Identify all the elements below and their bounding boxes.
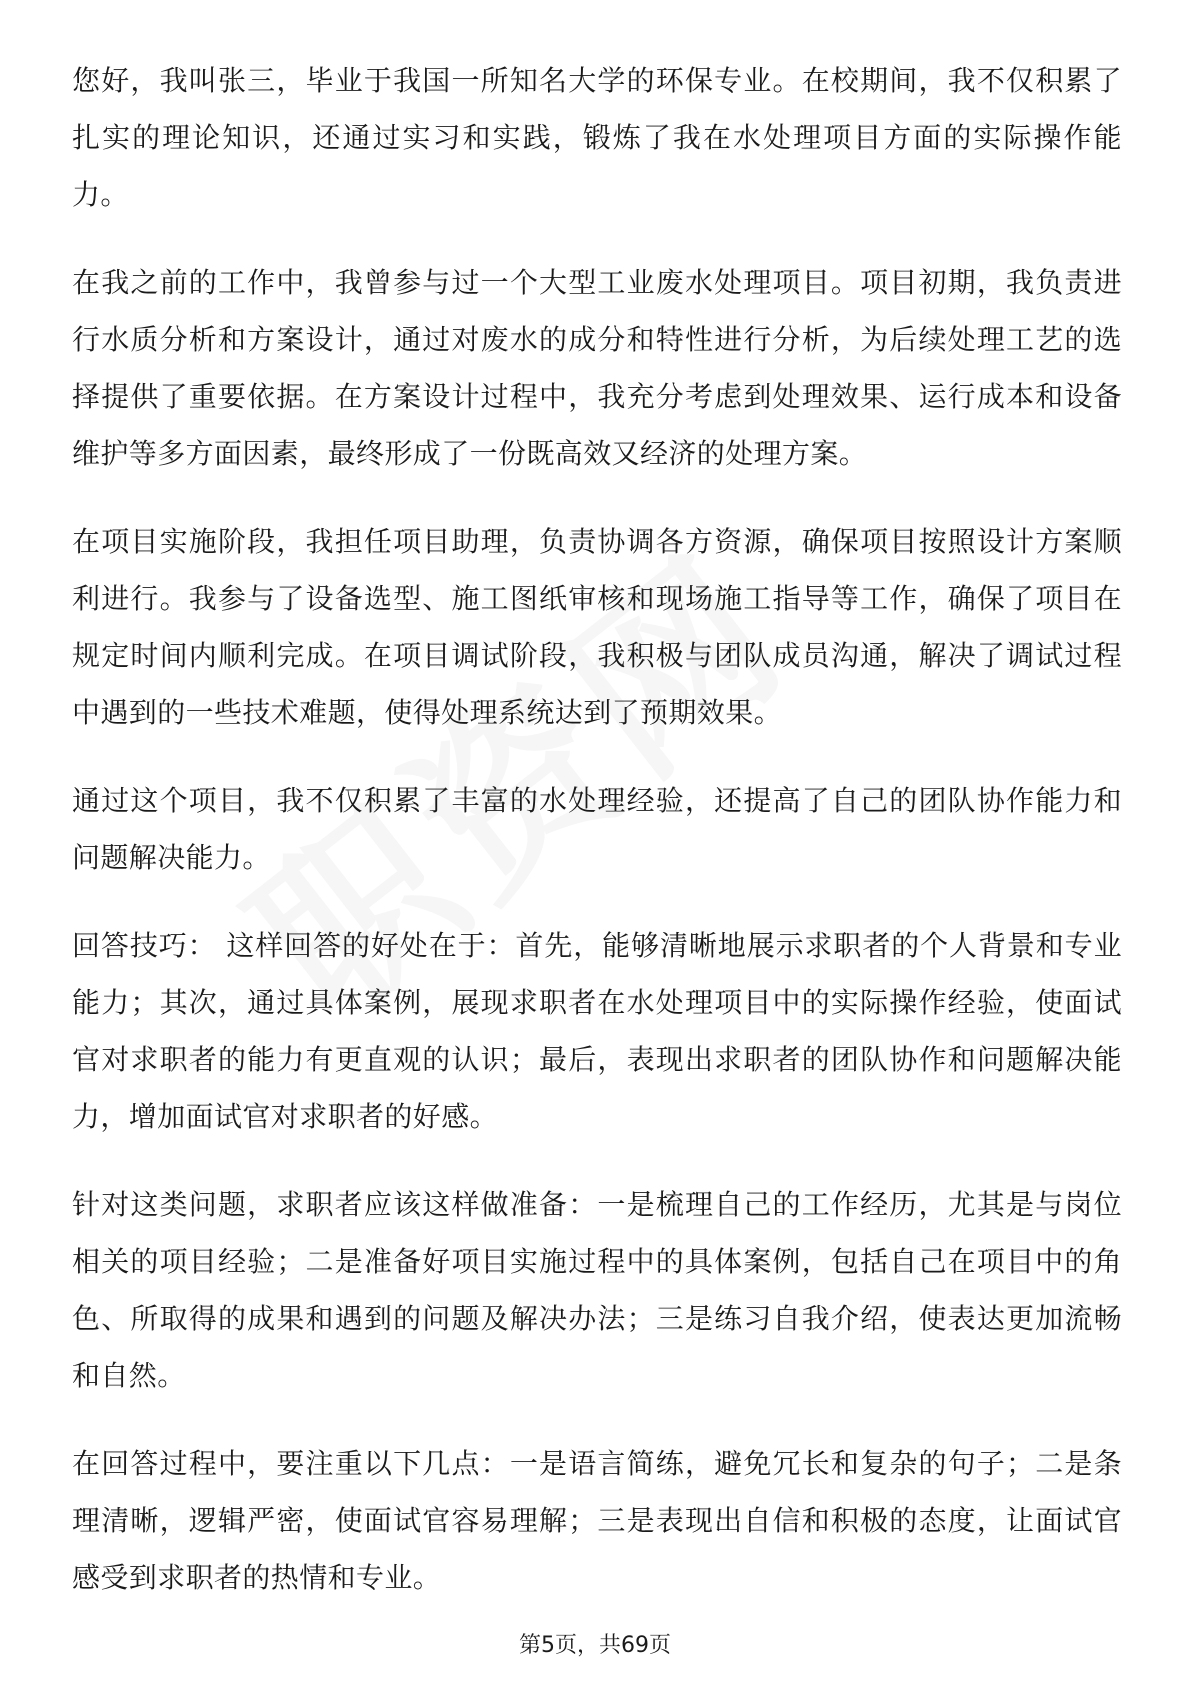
page-number: 第5页，共69页 — [519, 1633, 671, 1658]
paragraph-intro: 您好，我叫张三，毕业于我国一所知名大学的环保专业。在校期间，我不仅积累了扎实的理论知识，还通过实习和实践，锻炼了我在水处理项目方面的实际操作能力。 — [72, 64, 1122, 211]
paragraph-answer-tips: 回答技巧： 这样回答的好处在于：首先，能够清晰地展示求职者的个人背景和专业能力；其次，通过具体案例，展现求职者在水处理项目中的实际操作经验，使面试官对求职者的能力有更直观的认识；最后，表现出求职者的团队协作和问题解决能力，增加面试官对求职者的好感。 — [72, 929, 1122, 1133]
paragraph-preparation: 针对这类问题，求职者应该这样做准备：一是梳理自己的工作经历，尤其是与岗位相关的项目经验；二是准备好项目实施过程中的具体案例，包括自己在项目中的角色、所取得的成果和遇到的问题及解决办法；三是练习自我介绍，使表达更加流畅和自然。 — [72, 1188, 1122, 1392]
paragraph-previous-work: 在我之前的工作中，我曾参与过一个大型工业废水处理项目。项目初期，我负责进行水质分析和方案设计，通过对废水的成分和特性进行分析，为后续处理工艺的选择提供了重要依据。在方案设计过程中，我充分考虑到处理效果、运行成本和设备维护等多方面因素，最终形成了一份既高效又经济的处理方案。 — [72, 266, 1122, 470]
paragraph-gains: 通过这个项目，我不仅积累了丰富的水处理经验，还提高了自己的团队协作能力和问题解决能力。 — [72, 784, 1122, 874]
document-body — [72, 52, 1122, 1637]
paragraph-implementation: 在项目实施阶段，我担任项目助理，负责协调各方资源，确保项目按照设计方案顺利进行。我参与了设备选型、施工图纸审核和现场施工指导等工作，确保了项目在规定时间内顺利完成。在项目调试阶段，我积极与团队成员沟通，解决了调试过程中遇到的一些技术难题，使得处理系统达到了预期效果。 — [72, 525, 1122, 729]
paragraph-key-points: 在回答过程中，要注重以下几点：一是语言简练，避免冗长和复杂的句子；二是条理清晰，逻辑严密，使面试官容易理解；三是表现出自信和积极的态度，让面试官感受到求职者的热情和专业。 — [72, 1447, 1122, 1594]
